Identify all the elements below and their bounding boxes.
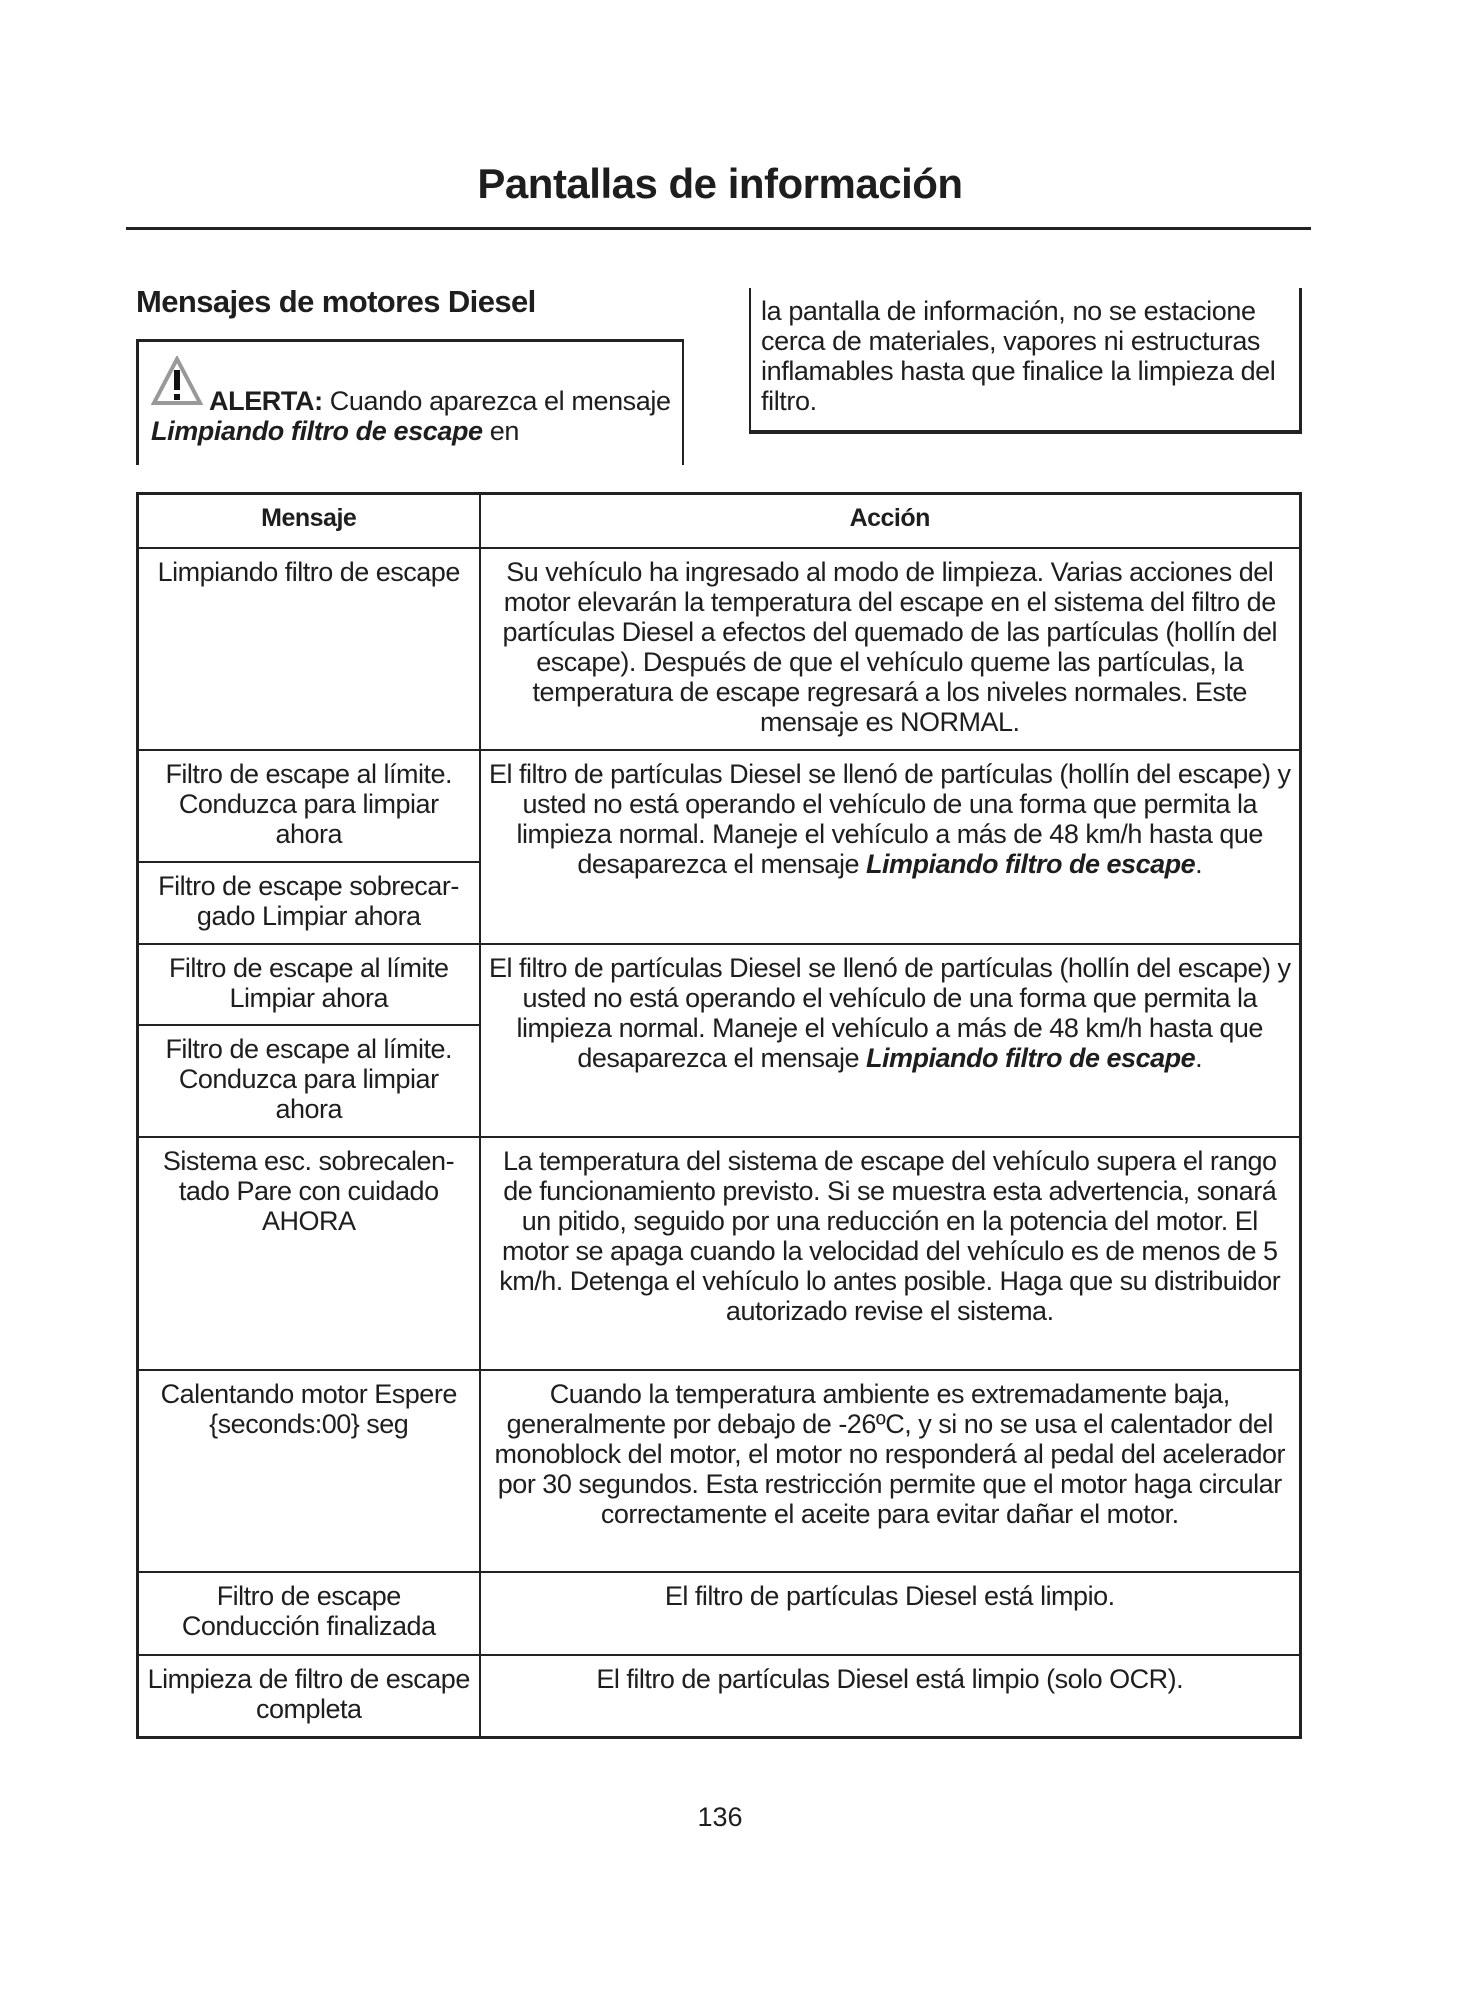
table-row [138,548,1301,750]
header-accion: Acción [480,494,1301,549]
alert-box-continuation [749,288,1302,434]
action-cell [480,750,1301,944]
diesel-messages-table [136,492,1302,1739]
message-cell: Calentando motor Espere {seconds:00} seg [138,1370,480,1572]
title-divider [126,227,1311,230]
table-row [138,1655,1301,1737]
message-cell: Filtro de escape Conducción finalizada [138,1572,480,1655]
action-cell: Cuando la temperatura ambiente es extremadamente baja, generalmente por debajo de -26ºC, y si no se usa el calentador del monoblock del motor, el motor no responderá al pedal del acelerador por 30 segundos. Esta restricción permite que el motor haga circular correctamente el aceite para evitar dañar el motor. [480,1370,1301,1572]
table-row [138,1370,1301,1572]
message-cell: Filtro de escape al límite Limpiar ahora [138,944,480,1025]
alert-message-name: Limpiando filtro de escape [151,416,483,446]
action-emphasis: Limpiando filtro de escape [866,849,1196,879]
message-cell: Limpiando filtro de escape [138,548,480,750]
table-row [138,944,1301,1025]
action-cell: La temperatura del sistema de escape del vehículo supera el rango de funcionamiento previsto. Si se muestra esta advertencia, sonará un pitido, seguido por una reducción en la potencia del motor. El motor se apaga cuando la velocidad del vehículo es de menos de 5 km/h. Detenga el vehículo lo antes posible. Haga que su distribuidor autorizado revise el sistema. [480,1137,1301,1370]
message-cell: Filtro de escape al límite. Conduzca para limpiar ahora [138,750,480,862]
action-cell: El filtro de partículas Diesel está limpio. [480,1572,1301,1655]
table-row [138,750,1301,862]
action-text: . [1195,1043,1203,1073]
action-text: El filtro de partículas Diesel se llenó de partículas (hollín del escape) y usted no está operando el vehículo de una forma que permita la limpieza normal. Maneje el vehículo a más de 48 km/h hasta que desaparezca el mensaje [489,953,1291,1073]
action-cell [480,944,1301,1137]
header-mensaje: Mensaje [138,494,480,549]
alert-text [151,386,676,446]
action-text: . [1195,849,1203,879]
page-number: 136 [697,1802,743,1832]
message-cell: Filtro de escape sobrecargado Limpiar ahora [138,862,480,944]
message-cell: Filtro de escape al límite. Conduzca para limpiar ahora [138,1025,480,1137]
action-emphasis: Limpiando filtro de escape [866,1043,1196,1073]
alert-label: ALERTA: [209,386,323,416]
message-cell: Limpieza de filtro de escape completa [138,1655,480,1737]
alert-continuation-text: la pantalla de información, no se estacione cerca de materiales, vapores ni estructuras inflamables hasta que finalice la limpieza del filtro. [761,296,1276,416]
alert-text-part: en [482,416,520,446]
action-cell: Su vehículo ha ingresado al modo de limpieza. Varias acciones del motor elevarán la temperatura del escape en el sistema del filtro de partículas Diesel a efectos del quemado de las partículas (hollín del escape). Después de que el vehículo queme las partículas, la temperatura de escape regresará a los niveles normales. Este mensaje es NORMAL. [480,548,1301,750]
table-row [138,1137,1301,1370]
message-cell: Sistema esc. sobrecalentado Pare con cuidado AHORA [138,1137,480,1370]
table-header-row [138,494,1301,549]
action-text: El filtro de partículas Diesel se llenó de partículas (hollín del escape) y usted no está operando el vehículo de una forma que permita la limpieza normal. Maneje el vehículo a más de 48 km/h hasta que desaparezca el mensaje [489,759,1291,879]
page-title: Pantallas de información [477,160,963,207]
alert-text-part: Cuando aparezca el mensaje [322,386,671,416]
table-row [138,1572,1301,1655]
section-heading: Mensajes de motores Diesel [136,284,536,319]
action-cell: El filtro de partículas Diesel está limpio (solo OCR). [480,1655,1301,1737]
alert-box-start [136,339,684,465]
